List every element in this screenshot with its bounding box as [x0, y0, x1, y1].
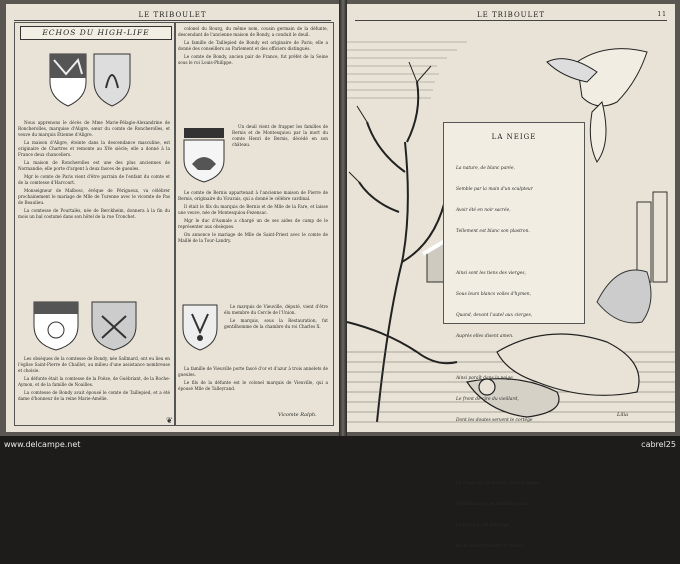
paragraph: La famille de Vieuville porte fascé d'or et d'azur à trois annelets de gueules.	[178, 366, 328, 377]
poem-title: LA NEIGE	[491, 133, 537, 141]
poem-text	[456, 151, 576, 564]
right-running-head	[355, 10, 667, 21]
article-signature: Vicomte Ralph.	[278, 412, 317, 418]
poem-line: Auprès elles disent amen.	[456, 334, 514, 339]
book-gutter	[339, 0, 347, 436]
poem-box	[443, 122, 585, 549]
poem-line: Quand, devant l'autel aux cierges,	[456, 313, 533, 318]
paragraph: Mgr le comte de Paris vient d'être parrain de l'enfant du comte et de la comtesse d'Harcourt.	[18, 174, 170, 185]
poem-line	[456, 354, 576, 361]
left-running-head-text: LE TRIBOULET	[138, 11, 207, 19]
poem-line: Ainsi sont les tiens des vierges,	[456, 271, 526, 276]
article-column-2-mid	[178, 190, 328, 298]
poem-line: Semble par la main d'un sculpteur	[456, 187, 533, 192]
coat-of-arms-aligre	[46, 48, 136, 110]
paragraph: La défunte était la comtesse de la Poëze, de Guébriant, de la Roche-Aymon, et de la famille de Noailles.	[18, 376, 170, 387]
paragraph: Il était le fils du marquis de Bernis et de Mlle de la Fare, et laisse une veuve, née de Montesquiou-Fezensac.	[178, 204, 328, 215]
poem-line	[456, 249, 576, 256]
poem-line: Tellement est blanc son plastron.	[456, 229, 530, 234]
coat-of-arms-bernis	[180, 126, 228, 184]
paragraph: Mgr le duc d'Aumale a chargé un de ses aides de camp de le représenter aux obsèques.	[178, 218, 328, 229]
paragraph: Le fils de la défunte est le colonel marquis de Vieuville, qui a épousé Mlle de Talleyrand.	[178, 380, 328, 391]
paragraph: colonel du Bourg, du même nom, cousin germain de la défunte, descendant de l'ancienne maison de Bondy, a conduit le deuil.	[178, 26, 328, 37]
paragraph: La comtesse de Bondy avait épousé le comte de Taillepied, et a été dame d'honneur de la reine Marie-Amélie.	[18, 390, 170, 401]
poem-line: De ne point craindre le trépas.	[456, 544, 525, 549]
right-running-head-text: LE TRIBOULET	[476, 11, 546, 19]
paragraph: Un deuil vient de frapper les familles de Bernis et de Montesquiou par la mort du comte Henri de Bernis, décédé en son château.	[232, 124, 328, 147]
poem-line	[456, 459, 576, 466]
paragraph: La comtesse de Pourtalès, née de Berckheim, donnera à la fin du mois un bal costumé dans son hôtel de la rue Tronchet.	[18, 208, 170, 219]
article-column-2-lower-side	[224, 304, 328, 364]
paragraph: La maison de Roncherolles est une des plus anciennes de Normandie; elle porte d'argent à deux fasces de gueules.	[18, 160, 170, 171]
poem-line: Quand à nous, ne m'attriste pas;	[456, 502, 529, 507]
poem-line: Sous leurs blancs voiles d'hymen,	[456, 292, 531, 297]
paragraph: Le comte de Bondy, ancien pair de France, fut préfet de la Seine sous le roi Louis-Philippe.	[178, 54, 328, 65]
watermark-bar	[0, 436, 680, 454]
artist-signature: Lilia	[617, 412, 629, 418]
paragraph: Nous apprenons le décès de Mme Marie-Pélagie-Alexandrine de Roncherolles, marquise d'Aligre, sœur du comte de Roncherolles, et veuve du marquis Étienne d'Aligre.	[18, 120, 170, 137]
poem-line: La nature, de blanc parée,	[456, 166, 515, 171]
paragraph: Les obsèques de la comtesse de Bondy, née Sallmard, ont eu lieu en l'église Saint-Pierre de Chaillot, au milieu d'une assistance nombreuse et choisie.	[18, 356, 170, 373]
poem-line: Le front de cire du vieillard,	[456, 397, 519, 402]
left-page	[6, 4, 339, 432]
paragraph: On annonce le mariage de Mlle de Saint-Priest avec le comte de Maillé de la Tour-Landry.	[178, 232, 328, 243]
paragraph: Le comte de Bernis appartenait à l'ancienne maison de Pierre de Bernis, originaire du Vivarais, qui a donné le célèbre cardinal.	[178, 190, 328, 201]
article-column-2-mid-side	[232, 124, 328, 190]
left-running-head	[14, 10, 331, 21]
poem-line: Dont les doutes servent le cortège	[456, 418, 533, 423]
paragraph: La famille de Taillepied de Bondy est originaire de Paris; elle a donné des conseillers au Parlement et des officiers distingués.	[178, 40, 328, 51]
watermark-left: www.delcampe.net	[4, 440, 81, 449]
poem-line: Avoir été en noir sacrée,	[456, 208, 511, 213]
paragraph: Le marquis de Vieuville, député, vient d'être élu membre du Cercle de l'Union.	[224, 304, 328, 315]
article-column-1-lower	[18, 356, 170, 420]
section-title: ECHOS DU HIGH-LIFE	[20, 26, 172, 40]
paragraph: La maison d'Aligre, éteinte dans la descendance masculine, est originaire de Chartres et remonte au XVe siècle; elle a donné à la France deux chanceliers.	[18, 140, 170, 157]
watermark-right: cabrel25	[641, 440, 676, 449]
paragraph: Le marquis, sous la Restauration, fut gentilhomme de la chambre du roi Charles X.	[224, 318, 328, 329]
fleuron-ornament: ❦	[166, 416, 173, 425]
coat-of-arms-vieuville	[180, 302, 220, 352]
poem-line: Le poète a son privilège	[456, 523, 510, 528]
poem-line: La neige est au-dessus, mais la neige,	[456, 481, 541, 486]
article-column-2-lower	[178, 366, 328, 410]
article-column-2	[178, 26, 328, 122]
page-number: 11	[657, 11, 667, 18]
poem-line: Ainsi paraît dans la neige	[456, 376, 513, 381]
paragraph: Monseigneur de Malbosc, évêque de Périgueux, va célébrer prochainement le mariage de Mlle de Turenne avec le vicomte de Pas de Beaulieu.	[18, 188, 170, 205]
coat-of-arms-bondy	[28, 298, 148, 352]
